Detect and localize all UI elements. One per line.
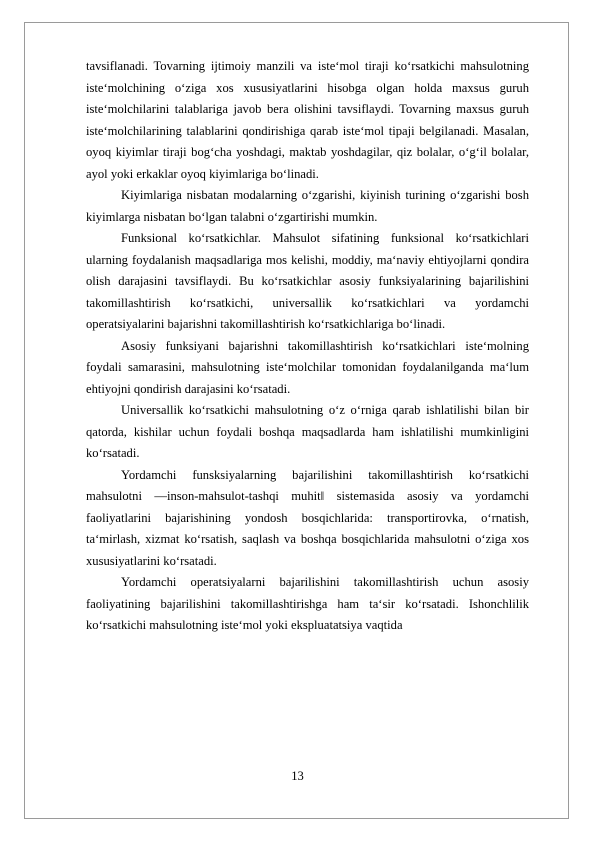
page-number: 13	[291, 769, 304, 783]
paragraph-1: tavsiflanadi. Tovarning ijtimoiy manzili va iste‘mol tiraji ko‘rsatkichi mahsulotning iste‘molchining o‘ziga xos xususiyatlarini hisobga olgan holda maxsus guruh iste‘molchilarini talablariga javob bera olishini tavsiflaydi. Tovarning maxsus guruh iste‘molchilarining talablarini qondirishiga qarab iste‘mol tipaji belgilanadi. Masalan, oyoq kiyimlar tiraji bog‘cha yoshdagi, maktab yoshdagilar, qiz bolalar, o‘g‘il bolalar, ayol yoki erkaklar oyoq kiyimlariga bo‘linadi.	[86, 59, 529, 181]
paragraph-7: Yordamchi operatsiyalarni bajarilishini takomillashtirish uchun asosiy faoliyatining bajarilishini takomillashtirishga ham ta‘sir ko‘rsatadi. Ishonchlilik ko‘rsatkichi mahsulotning iste‘mol yoki ekspluatatsiya vaqtida	[86, 575, 529, 632]
paragraph-4: Asosiy funksiyani bajarishni takomillashtirish ko‘rsatkichlari iste‘molning foydali samarasini, mahsulotning iste‘molchilar tomonidan foydalanilganda ma‘lum ehtiyojni qondirish darajasini ko‘rsatadi.	[86, 338, 529, 396]
document-body	[86, 56, 529, 637]
paragraph-3: Funksional ko‘rsatkichlar. Mahsulot sifatining funksional ko‘rsatkichlari ularning foydalanish maqsadlariga mos kelishi, moddiy, ma‘naviy ehtiyojlarni qondira olish darajasini tavsiflaydi. Bu ko‘rsatkichlar asosiy funksiyalarining bajarilishini takomillashtirish ko‘rsatkichi, universallik ko‘rsatkichlari va yordamchi operatsiyalarini bajarishni takomillashtirish ko‘rsatkichlariga bo‘linadi.	[86, 231, 529, 331]
paragraph-6: Yordamchi funsksiyalarning bajarilishini takomillashtirish ko‘rsatkichi mahsulotni —inson-mahsulot-tashqi muhit‖ sistemasida asosiy va yordamchi faoliyatlarini bajarishining yondosh bosqichlarida: transportirovka, o‘rnatish, ta‘mirlash, xizmat ko‘rsatish, saqlash va boshqa bosqichlarida mahsulotni o‘ziga xos xususiyatlarini ko‘rsatadi.	[86, 467, 529, 568]
paragraph-5: Universallik ko‘rsatkichi mahsulotning o‘z o‘rniga qarab ishlatilishi bilan bir qatorda, kishilar uchun foydali boshqa maqsadlarda ham ishlatilishi mumkinligini ko‘rsatadi.	[86, 403, 529, 460]
paragraph-2: Kiyimlariga nisbatan modalarning o‘zgarishi, kiyinish turining o‘zgarishi bosh kiyimlarga nisbatan bo‘lgan talabni o‘zgartirishi mumkin.	[86, 188, 529, 224]
